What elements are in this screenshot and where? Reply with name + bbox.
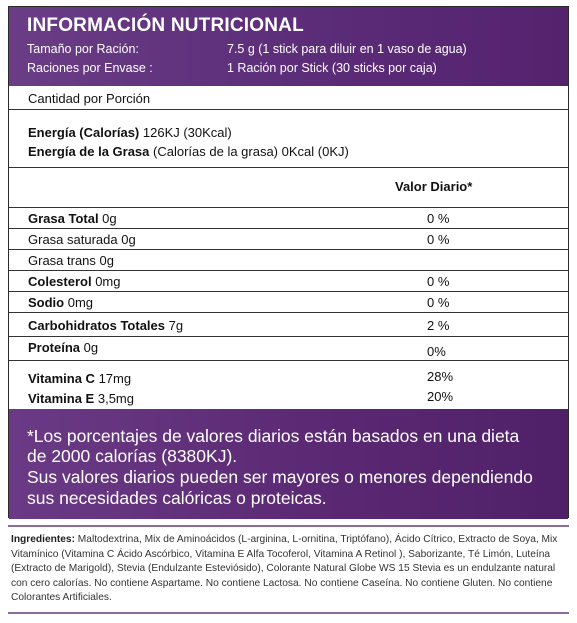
nutrient-name-line <box>28 391 134 406</box>
nutrient-name: Grasa saturada 0g <box>28 232 136 247</box>
amount-per-serving-label: Cantidad por Porción <box>28 91 151 106</box>
footnote-line: Sus valores diarios pueden ser mayores o menores dependiendo <box>27 467 533 487</box>
servings-label: Raciones por Envase : <box>27 61 153 75</box>
footnote-line: *Los porcentajes de valores diarios están basados en una dieta <box>27 426 520 446</box>
nutrient-name-line <box>28 371 131 386</box>
nutrient-daily-value: 0 % <box>427 232 450 247</box>
nutrition-title: INFORMACIÓN NUTRICIONAL <box>27 15 304 36</box>
nutrient-name: Vitamina E <box>28 391 95 406</box>
nutrient-name: Grasa Total <box>28 211 99 226</box>
daily-value-header: Valor Diario* <box>395 179 473 194</box>
energy-value: 126KJ (30Kcal) <box>139 125 232 140</box>
energy-fat-line <box>28 144 349 159</box>
nutrient-name-line <box>28 211 117 226</box>
energy-fat-label: Energía de la Grasa <box>28 144 150 159</box>
nutrition-facts-panel <box>8 6 569 518</box>
nutrient-row <box>9 292 568 313</box>
daily-value-header-row <box>9 168 568 208</box>
nutrient-amount: 7g <box>165 318 184 333</box>
footnote-line: sus necesidades calóricas o proteicas. <box>27 488 327 508</box>
amount-per-serving-row <box>9 86 568 110</box>
nutrient-amount: 0mg <box>91 274 121 289</box>
footnote-line: de 2000 calorías (8380KJ). <box>27 446 238 466</box>
nutrient-amount: 17mg <box>94 371 132 386</box>
nutrient-row <box>9 271 568 292</box>
serving-size-row <box>27 42 467 56</box>
nutrient-name: Colesterol <box>28 274 92 289</box>
nutrition-header <box>9 7 568 86</box>
nutrient-name: Carbohidratos Totales <box>28 318 166 333</box>
nutrient-name: Grasa trans 0g <box>28 253 114 268</box>
energy-label: Energía (Calorías) <box>28 125 140 140</box>
nutrient-amount: 3,5mg <box>94 391 134 406</box>
nutrient-name-line <box>28 274 120 289</box>
nutrient-amount: 0mg <box>64 295 94 310</box>
serving-size-label: Tamaño por Ración: <box>27 42 139 56</box>
energy-fat-value: (Calorías de la grasa) 0Kcal (0KJ) <box>149 144 349 159</box>
nutrient-row <box>9 313 568 337</box>
nutrient-row <box>9 250 568 271</box>
servings-per-container-row <box>27 61 437 75</box>
energy-row <box>9 110 568 168</box>
daily-value-footnote <box>9 409 568 519</box>
nutrient-daily-value: 0% <box>427 344 446 359</box>
nutrient-daily-value: 0 % <box>427 295 450 310</box>
nutrient-row <box>9 337 568 361</box>
ingredients-label: Ingredientes: <box>11 534 75 545</box>
nutrient-daily-value: 28% <box>427 369 454 384</box>
nutrient-name-line <box>28 340 98 355</box>
nutrient-name-line <box>28 295 93 310</box>
ingredients-text: Maltodextrina, Mix de Aminoácidos (L-arginina, L-ornitina, Triptófano), Ácido Cítrico, Extracto de Soya, Mix Vitamínico (Vitamina C Ácido Ascórbico, Vitamina E Alfa Tocoferol, Vitamina A Retinol ), Saborizante, Té Limón, Luteína (Extracto de Marigold), Stevia (Endulzante Esteviósido), Colorante Natural Globe WS 15 Stevia es un endulzante natural con cero calorías. No contiene Aspartame. No contiene Lactosa. No contiene Caseína. No contiene Gluten. No contiene Colorantes Artificiales. <box>11 534 558 604</box>
servings-value: 1 Ración por Stick (30 sticks por caja) <box>227 61 437 75</box>
nutrient-name: Vitamina C <box>28 371 95 386</box>
nutrient-daily-value: 0 % <box>427 211 450 226</box>
serving-size-value: 7.5 g (1 stick para diluir en 1 vaso de agua) <box>227 42 467 56</box>
nutrient-row <box>9 208 568 229</box>
nutrient-row <box>9 229 568 250</box>
nutrient-daily-value: 2 % <box>427 318 450 333</box>
nutrient-amount: 0g <box>98 211 117 226</box>
vitamins-row <box>9 361 568 409</box>
nutrient-daily-value: 20% <box>427 389 454 404</box>
nutrient-daily-value: 0 % <box>427 274 450 289</box>
nutrient-name-line <box>28 318 183 333</box>
nutrient-name: Proteína <box>28 340 81 355</box>
ingredients-section <box>8 525 569 614</box>
energy-line <box>28 125 232 140</box>
nutrient-name: Sodio <box>28 295 65 310</box>
nutrient-amount: 0g <box>80 340 99 355</box>
